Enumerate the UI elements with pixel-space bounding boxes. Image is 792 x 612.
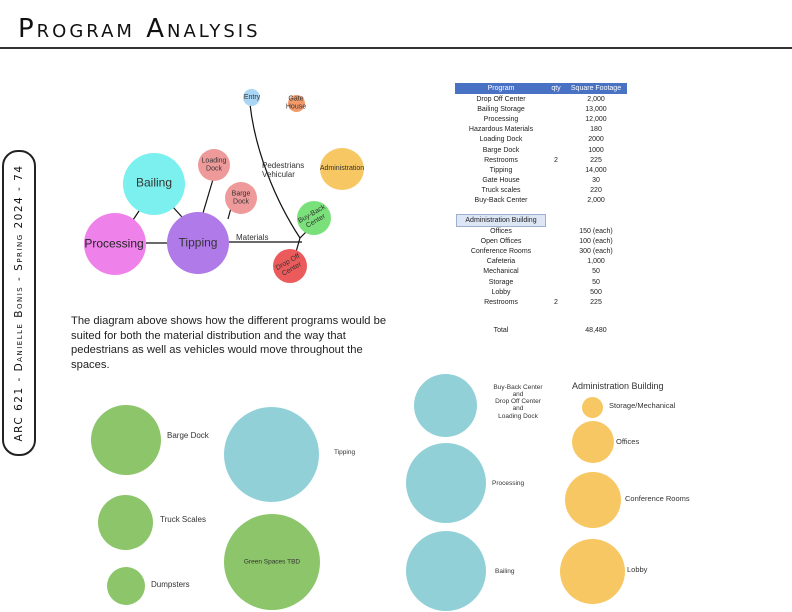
admin-table-cell-program: Mechanical bbox=[483, 268, 519, 276]
program-table-cell-qty bbox=[547, 176, 565, 186]
program-table-row bbox=[455, 94, 627, 104]
total-value: 48,480 bbox=[585, 327, 607, 334]
program-table-cell-program: Processing bbox=[483, 115, 519, 123]
admin-building-title: Administration Building bbox=[572, 381, 664, 391]
admin-table-cell-square-footage: 100 (each) bbox=[579, 237, 613, 245]
program-table-cell-program: Restrooms bbox=[484, 156, 518, 164]
bubble-gate-house-label: Gate House bbox=[285, 95, 307, 110]
header-qty: qty bbox=[547, 83, 565, 94]
scale-dumpsters bbox=[107, 567, 145, 605]
program-table-cell-square-footage: 13,000 bbox=[585, 105, 607, 113]
total-row bbox=[455, 327, 627, 334]
scale-storage-mech bbox=[582, 397, 603, 418]
scale-green-spaces-label: Green Spaces TBD bbox=[243, 558, 301, 566]
program-table-cell-program: Hazardous Materials bbox=[468, 126, 534, 134]
program-table-cell-qty bbox=[547, 125, 565, 135]
program-table-cell-square-footage: 2000 bbox=[588, 136, 604, 144]
admin-table-cell-qty bbox=[547, 267, 565, 277]
program-table-header bbox=[455, 83, 627, 94]
program-table-cell-qty bbox=[547, 94, 565, 104]
scale-truck-scales bbox=[98, 495, 153, 550]
program-table-cell-square-footage: 14,000 bbox=[585, 166, 607, 174]
scale-tipping bbox=[224, 407, 319, 502]
scale-buy-back-group-label: Buy-Back Center and Drop Off Center and Loading Dock bbox=[493, 384, 543, 420]
admin-table-cell-qty bbox=[547, 236, 565, 246]
admin-table-row bbox=[455, 236, 627, 246]
program-table-cell-square-footage: 30 bbox=[592, 177, 600, 185]
program-table-row bbox=[455, 165, 627, 175]
path-label-vehicular: Vehicular bbox=[262, 170, 295, 179]
program-table-cell-square-footage: 1000 bbox=[588, 146, 604, 154]
admin-table-cell-qty bbox=[547, 226, 565, 236]
admin-table-cell-program: Offices bbox=[490, 227, 512, 235]
program-table-cell-program: Drop Off Center bbox=[476, 95, 526, 103]
scale-conference-label: Conference Rooms bbox=[625, 494, 690, 503]
scale-conference bbox=[565, 472, 621, 528]
admin-table-cell-program: Open Offices bbox=[480, 237, 522, 245]
scale-dumpsters-label: Dumpsters bbox=[151, 580, 190, 589]
bubble-processing-label: Processing bbox=[84, 236, 144, 251]
admin-table-cell-square-footage: 150 (each) bbox=[579, 227, 613, 235]
program-table-cell-program: Barge Dock bbox=[482, 146, 520, 154]
admin-table-row bbox=[455, 287, 627, 297]
scale-processing bbox=[406, 443, 486, 523]
program-table-row bbox=[455, 186, 627, 196]
bubble-tipping-label: Tipping bbox=[178, 235, 218, 250]
header-program: Program bbox=[455, 83, 547, 94]
admin-table-cell-program: Cafeteria bbox=[486, 258, 516, 266]
connector-tipping-loading bbox=[203, 176, 214, 213]
admin-table-cell-square-footage: 50 bbox=[592, 268, 600, 276]
admin-table-cell-square-footage: 50 bbox=[592, 278, 600, 286]
bubble-bailing-label: Bailing bbox=[135, 175, 173, 190]
scale-lobby bbox=[560, 539, 625, 604]
program-table-cell-program: Buy-Back Center bbox=[474, 197, 528, 205]
scale-offices bbox=[572, 421, 614, 463]
admin-table-cell-square-footage: 300 (each) bbox=[579, 247, 613, 255]
program-table-cell-program: Truck scales bbox=[481, 187, 521, 195]
program-table-cell-square-footage: 180 bbox=[590, 126, 602, 134]
admin-table-body bbox=[455, 226, 627, 308]
admin-table-cell-qty bbox=[547, 287, 565, 297]
scale-bailing bbox=[406, 531, 486, 611]
scale-offices-label: Offices bbox=[616, 437, 640, 446]
program-table-cell-qty bbox=[547, 114, 565, 124]
program-table-row bbox=[455, 135, 627, 145]
admin-table-row bbox=[455, 257, 627, 267]
scale-storage-mech-label: Storage/Mechanical bbox=[609, 401, 676, 410]
admin-table-cell-square-footage: 225 bbox=[590, 298, 602, 306]
total-label: Total bbox=[493, 327, 509, 334]
admin-table-cell-qty bbox=[547, 277, 565, 287]
bubble-drop-off-label: Drop Off Center bbox=[274, 252, 303, 278]
program-table-cell-qty bbox=[547, 165, 565, 175]
scale-lobby-label: Lobby bbox=[627, 565, 648, 574]
header-square-footage: Square Footage bbox=[565, 83, 627, 94]
bubble-barge-dock-label: Barge Dock bbox=[231, 190, 251, 205]
path-label-materials: Materials bbox=[236, 233, 269, 242]
admin-table-row bbox=[455, 297, 627, 307]
admin-building-heading: Administration Building bbox=[456, 214, 546, 227]
program-table-row bbox=[455, 145, 627, 155]
program-table-row bbox=[455, 155, 627, 165]
diagram-description: The diagram above shows how the different programs would be suited for both the material distribution and the way that pedestrians as well as vehicles would move throughout the spaces. bbox=[71, 315, 387, 371]
program-table-row bbox=[455, 104, 627, 114]
program-table-cell-program: Loading Dock bbox=[479, 136, 523, 144]
admin-table-cell-program: Conference Rooms bbox=[470, 247, 532, 255]
admin-table-cell-square-footage: 500 bbox=[590, 288, 602, 296]
admin-table bbox=[455, 226, 627, 308]
admin-table-cell-program: Lobby bbox=[491, 288, 511, 296]
program-table-cell-program: Gate House bbox=[482, 177, 520, 185]
scale-buy-back-group bbox=[414, 374, 477, 437]
scale-barge-dock bbox=[91, 405, 161, 475]
admin-table-cell-program: Storage bbox=[488, 278, 514, 286]
program-table-row bbox=[455, 176, 627, 186]
scale-truck-scales-label: Truck Scales bbox=[160, 515, 206, 524]
program-table-row bbox=[455, 114, 627, 124]
bubble-entry-label: Entry bbox=[243, 94, 261, 102]
scale-barge-dock-label: Barge Dock bbox=[167, 431, 209, 440]
program-table bbox=[455, 83, 627, 206]
scale-processing-label: Processing bbox=[492, 480, 525, 487]
bubble-loading-dock-label: Loading Dock bbox=[201, 157, 227, 172]
admin-table-row bbox=[455, 277, 627, 287]
program-table-cell-square-footage: 2,000 bbox=[587, 95, 605, 103]
program-table-cell-program: Bailing Storage bbox=[477, 105, 525, 113]
admin-table-cell-qty bbox=[547, 257, 565, 267]
admin-table-row bbox=[455, 267, 627, 277]
scale-tipping-label: Tipping bbox=[334, 449, 356, 456]
bubble-buy-back-label: Buy-Back Center bbox=[297, 203, 327, 230]
admin-table-row bbox=[455, 226, 627, 236]
program-table-cell-square-footage: 220 bbox=[590, 187, 602, 195]
program-table-cell-square-footage: 225 bbox=[590, 156, 602, 164]
program-table-cell-qty bbox=[547, 104, 565, 114]
path-label-pedestrians: Pedestrians bbox=[262, 161, 305, 170]
program-table-cell-program: Tipping bbox=[489, 166, 513, 174]
program-table-row bbox=[455, 196, 627, 206]
admin-table-row bbox=[455, 246, 627, 256]
program-table-cell-square-footage: 2,000 bbox=[587, 197, 605, 205]
program-table-body bbox=[455, 94, 627, 206]
program-table-cell-square-footage: 12,000 bbox=[585, 115, 607, 123]
program-table-row bbox=[455, 125, 627, 135]
admin-table-cell-program: Restrooms bbox=[484, 298, 518, 306]
program-table-cell-qty: 2 bbox=[554, 156, 558, 164]
admin-table-cell-qty bbox=[547, 246, 565, 256]
admin-table-cell-square-footage: 1,000 bbox=[587, 258, 605, 266]
side-label-text: ARC 621 - Danielle Bonis - Spring 2024 - 74 bbox=[13, 164, 25, 442]
program-table-cell-qty bbox=[547, 135, 565, 145]
program-table-cell-qty bbox=[547, 196, 565, 206]
admin-table-cell-qty: 2 bbox=[554, 298, 558, 306]
bubble-administration-label: Administration bbox=[319, 165, 365, 173]
page-title: Program Analysis bbox=[18, 14, 261, 44]
program-table-cell-qty bbox=[547, 186, 565, 196]
program-table-cell-qty bbox=[547, 145, 565, 155]
scale-bailing-label: Bailing bbox=[495, 568, 515, 575]
